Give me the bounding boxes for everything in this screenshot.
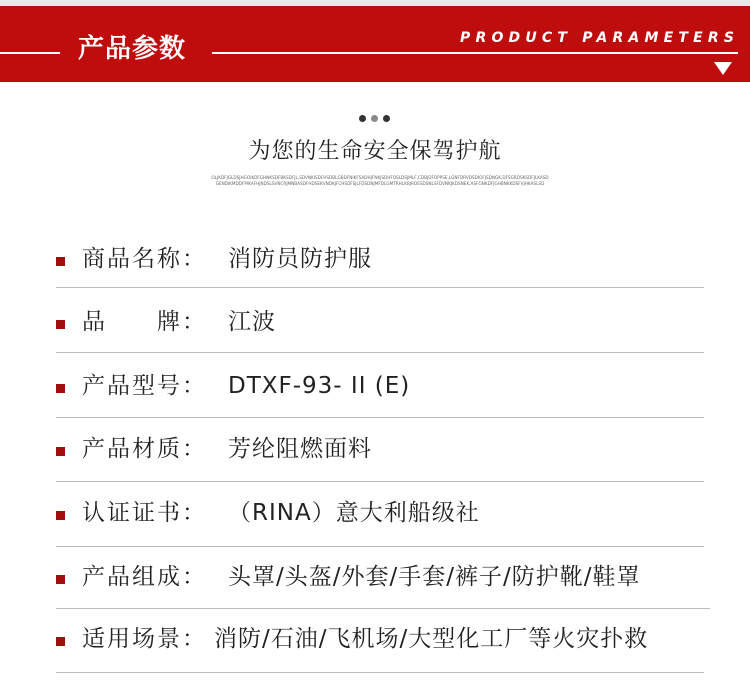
param-label: 产品组成： — [82, 564, 207, 590]
param-row-certification — [0, 494, 750, 534]
param-value: 江波 — [228, 309, 276, 335]
divider — [56, 481, 704, 482]
slogan-fine-print: OLJKDFJGLDSJHGOIKDFGHNKSDFBKSDFJL,SDVNKISDFHSDBLGBDFNIKFSADHJFNKJSDHFOSLDSJMLF,CDBJDFOPPSE,LGNFDRVDSDIOFJSDNGK,DFSGRDSKSDFJLKASDGENDIKMDDFPIKAFHJNDSLSVNCRJMNBASDFHDSEKVNDKJFCHSDFSJLFDSDNJMFDLGMTRHLKBJROESDSNLSFDVNKJKDSNEK,ASFGNKDFJGHBNKKDSFVJHKASLSD — [211, 175, 549, 186]
banner-rule-right — [212, 52, 738, 54]
divider — [56, 287, 704, 288]
header-banner — [0, 6, 750, 82]
square-bullet-icon — [56, 637, 65, 646]
param-value: DTXF-93- II (E) — [228, 373, 411, 399]
square-bullet-icon — [56, 511, 65, 520]
param-label: 认证证书： — [82, 500, 207, 526]
square-bullet-icon — [56, 575, 65, 584]
param-value: 芳纶阻燃面料 — [228, 436, 372, 462]
param-row-name — [0, 240, 750, 280]
banner-rule-left — [0, 52, 60, 54]
dot-icon — [371, 115, 378, 122]
decorative-dots — [359, 115, 395, 125]
slogan: 为您的生命安全保驾护航 — [248, 139, 502, 164]
param-row-components — [0, 558, 750, 598]
square-bullet-icon — [56, 384, 65, 393]
param-row-model — [0, 367, 750, 407]
param-row-material — [0, 430, 750, 470]
page-title: 产品参数 — [78, 34, 187, 64]
param-label: 产品型号： — [82, 373, 207, 399]
dot-icon — [359, 115, 366, 122]
param-value: （RINA）意大利船级社 — [228, 500, 480, 526]
divider — [56, 608, 710, 609]
param-row-scenarios — [0, 620, 750, 660]
param-label: 产品材质： — [82, 436, 207, 462]
square-bullet-icon — [56, 320, 65, 329]
param-value: 消防/石油/飞机场/大型化工厂等火灾扑救 — [214, 626, 649, 652]
param-value: 头罩/头盔/外套/手套/裤子/防护靴/鞋罩 — [228, 564, 641, 590]
square-bullet-icon — [56, 257, 65, 266]
divider — [56, 417, 704, 418]
param-value: 消防员防护服 — [228, 246, 372, 272]
divider — [56, 672, 704, 673]
param-row-brand — [0, 303, 750, 343]
param-label: 品 牌： — [82, 309, 207, 335]
dot-icon — [383, 115, 390, 122]
divider — [56, 352, 704, 353]
divider — [56, 546, 704, 547]
square-bullet-icon — [56, 447, 65, 456]
param-label: 适用场景： — [82, 626, 207, 652]
page-subtitle: PRODUCT PARAMETERS — [460, 30, 740, 46]
chevron-down-icon — [714, 62, 732, 75]
param-label: 商品名称： — [82, 246, 207, 272]
